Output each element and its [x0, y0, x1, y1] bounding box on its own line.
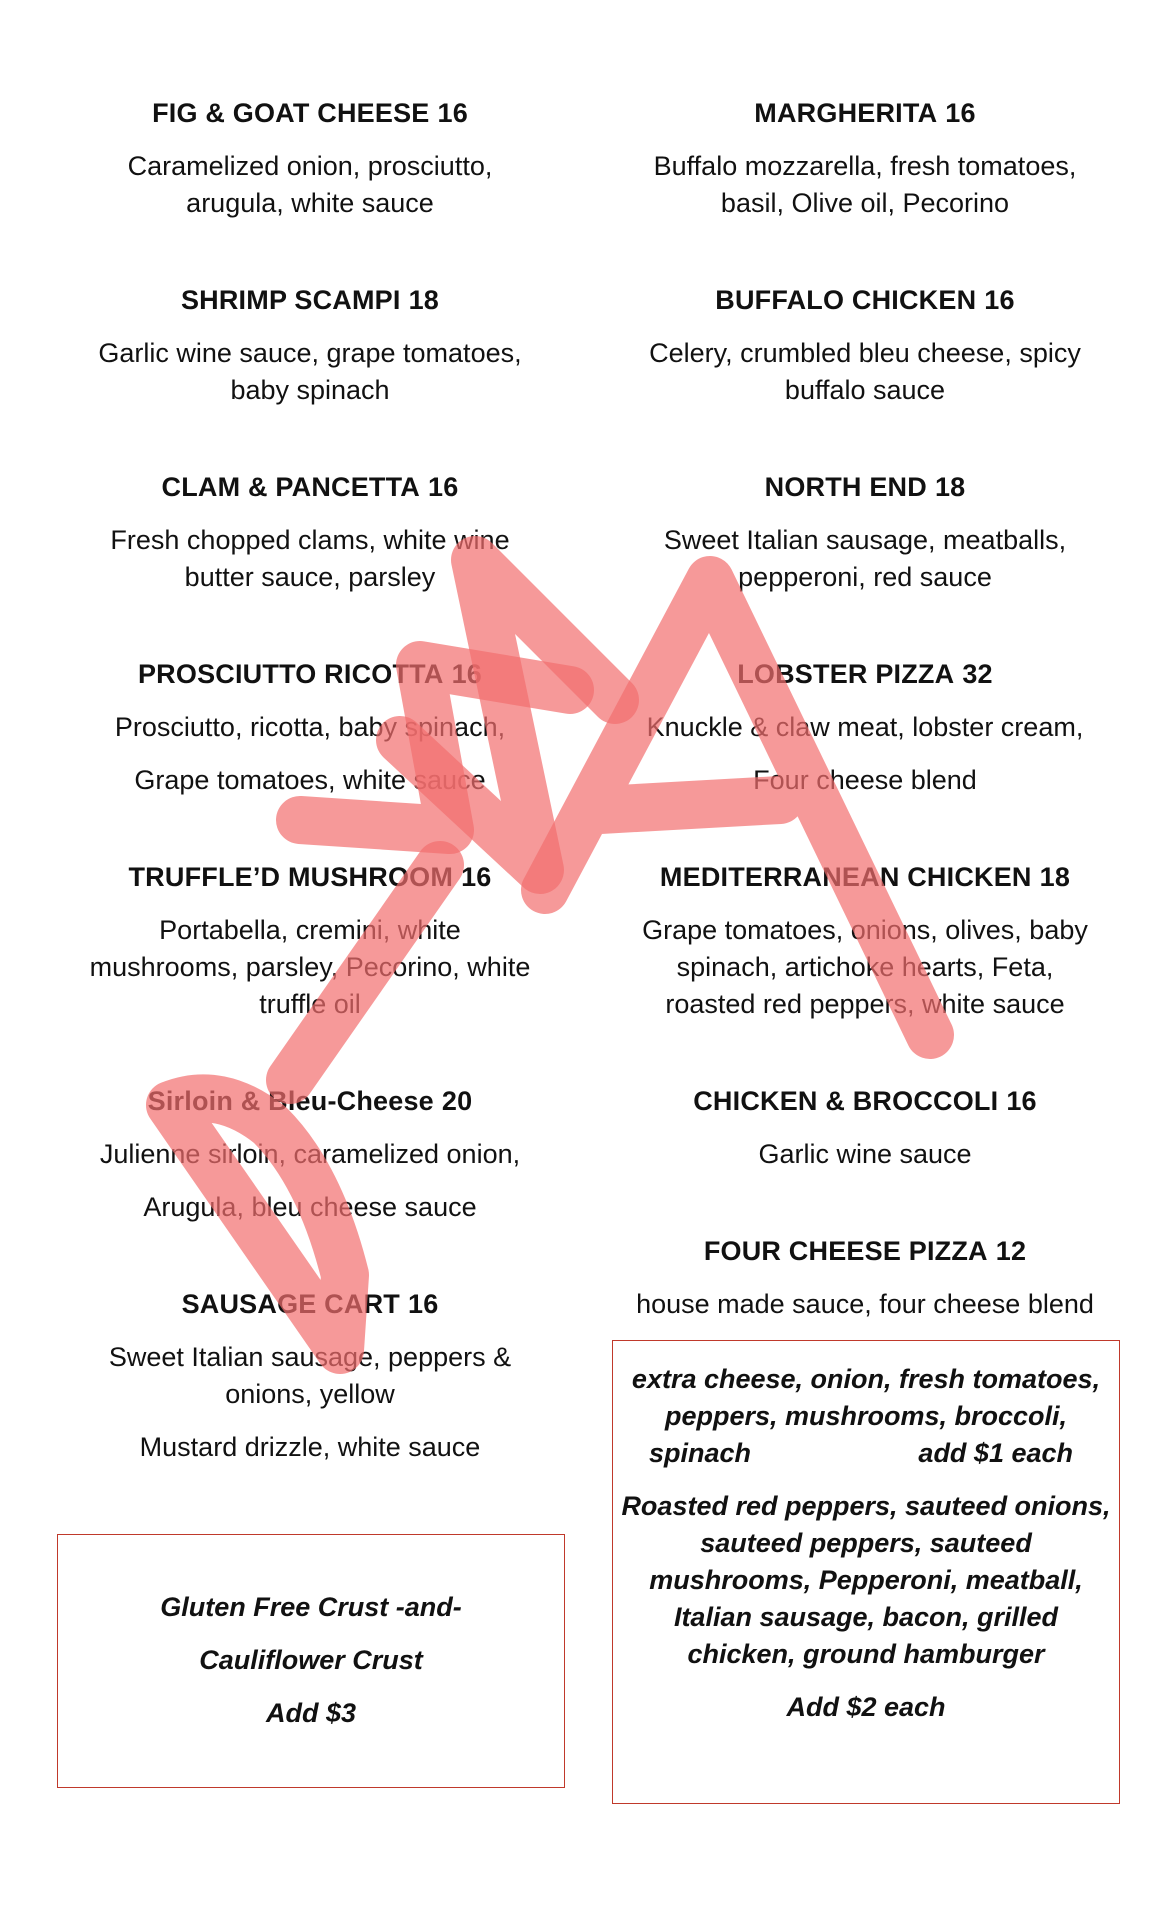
crust-price: Add $3 [265, 1698, 357, 1728]
topping-item: spinach [649, 1438, 752, 1468]
menu-item-title: SAUSAGE CART 16 [181, 1289, 439, 1319]
menu-item-description: Sweet Italian sausage, peppers & onions, yellow [108, 1342, 512, 1409]
menu-item-description: Sweet Italian sausage, meatballs, pepperoni, red sauce [663, 525, 1067, 592]
menu-item [30, 657, 590, 799]
menu-item-title: TRUFFLE’D MUSHROOM 16 [128, 862, 492, 892]
crust-option-line: Cauliflower Crust [199, 1645, 423, 1675]
menu-item-description-extra: Grape tomatoes, white sauce [134, 765, 486, 795]
menu-item [585, 1084, 1145, 1173]
menu-item [30, 96, 590, 222]
menu-item [30, 1084, 590, 1226]
menu-item [30, 470, 590, 596]
crust-options-box [57, 1534, 565, 1788]
menu-item-description: Garlic wine sauce, grape tomatoes, baby spinach [98, 338, 522, 405]
menu-item [585, 283, 1145, 409]
menu-item-title: LOBSTER PIZZA 32 [737, 659, 993, 689]
menu-item-title: SHRIMP SCAMPI 18 [180, 285, 440, 315]
menu-item-description: Grape tomatoes, onions, olives, baby spinach, artichoke hearts, Feta, roasted red peppers, white sauce [642, 915, 1088, 1019]
toppings-box [612, 1340, 1120, 1804]
menu-item-title: FOUR CHEESE PIZZA 12 [703, 1236, 1027, 1266]
menu-item-title: Sirloin & Bleu-Cheese 20 [147, 1086, 473, 1116]
menu-item-description: Prosciutto, ricotta, baby spinach, [114, 712, 506, 742]
menu-item-description: Garlic wine sauce [758, 1139, 972, 1169]
topping-tier-2-price: Add $2 each [786, 1692, 946, 1722]
menu-item [585, 657, 1145, 799]
menu-item-description: Celery, crumbled bleu cheese, spicy buffalo sauce [649, 338, 1081, 405]
menu-item-description: Buffalo mozzarella, fresh tomatoes, basil, Olive oil, Pecorino [653, 151, 1077, 218]
menu-item-title: MARGHERITA 16 [754, 98, 976, 128]
menu-item [30, 1287, 590, 1466]
menu-item-description: Fresh chopped clams, white wine butter sauce, parsley [110, 525, 510, 592]
menu-item [30, 860, 590, 1023]
menu-item-title: BUFFALO CHICKEN 16 [715, 285, 1015, 315]
menu-item-title: NORTH END 18 [764, 472, 966, 502]
menu-item-description: Julienne sirloin, caramelized onion, [99, 1139, 521, 1169]
menu-item-title: MEDITERRANEAN CHICKEN 18 [659, 862, 1071, 892]
menu-item [30, 283, 590, 409]
toppings-tier-1: extra cheese, onion, fresh tomatoes, peppers, mushrooms, broccoli, spinach add $1 each [621, 1361, 1111, 1472]
menu-item-description-extra: Arugula, bleu cheese sauce [143, 1192, 477, 1222]
menu-item-description: Portabella, cremini, white mushrooms, parsley, Pecorino, white truffle oil [89, 915, 531, 1019]
menu-item-description: Caramelized onion, prosciutto, arugula, white sauce [127, 151, 493, 218]
menu-item-title: PROSCIUTTO RICOTTA 16 [137, 659, 483, 689]
menu-item [585, 1234, 1145, 1323]
menu-item [585, 96, 1145, 222]
menu-item [585, 860, 1145, 1023]
menu-item-title: FIG & GOAT CHEESE 16 [152, 98, 468, 128]
menu-item-description-extra: Mustard drizzle, white sauce [139, 1432, 481, 1462]
menu-item [585, 470, 1145, 596]
crust-option-line: Gluten Free Crust -and- [160, 1592, 462, 1622]
topping-tier-1-price: add $1 each [918, 1438, 1073, 1468]
menu-item-description: house made sauce, four cheese blend [636, 1289, 1094, 1319]
toppings-tier-2: Roasted red peppers, sauteed onions, sauteed peppers, sauteed mushrooms, Pepperoni, meatball, Italian sausage, bacon, grilled chicken, ground hamburger [621, 1491, 1111, 1669]
menu-item-title: CHICKEN & BROCCOLI 16 [693, 1086, 1037, 1116]
menu-item-title: CLAM & PANCETTA 16 [161, 472, 459, 502]
menu-item-description-extra: Four cheese blend [753, 765, 977, 795]
menu-item-description: Knuckle & claw meat, lobster cream, [646, 712, 1084, 742]
